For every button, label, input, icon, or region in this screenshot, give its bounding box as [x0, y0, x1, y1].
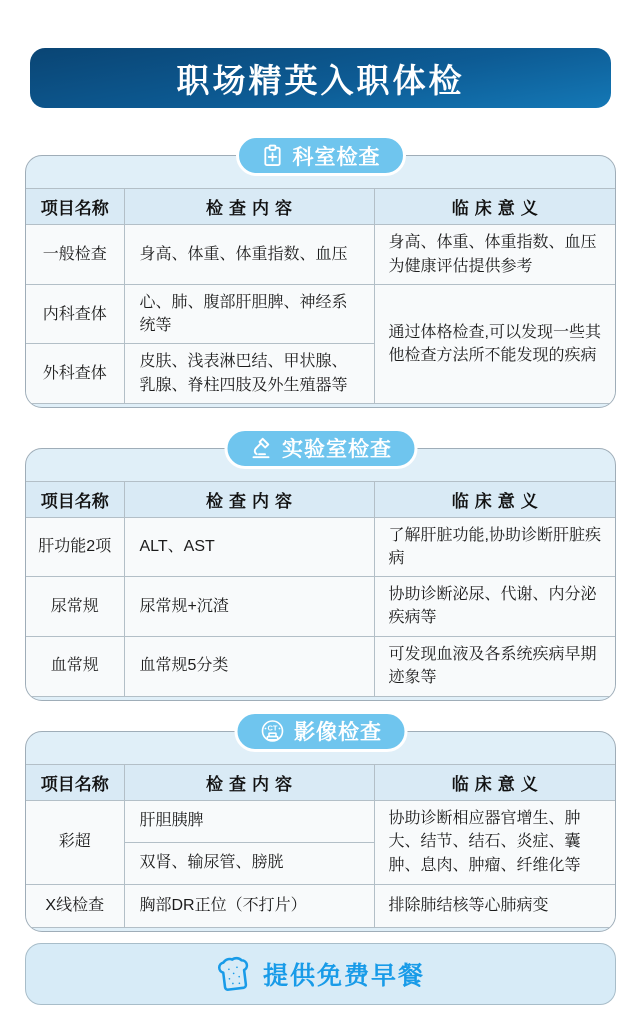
- exam-table-laboratory: [26, 481, 615, 697]
- exam-table-imaging: [26, 764, 615, 928]
- table-row: [26, 517, 615, 576]
- content-cell: 血常规5分类: [124, 636, 374, 696]
- table-row: [26, 800, 615, 842]
- section-pill-imaging: [234, 711, 407, 752]
- meaning-cell: 通过体格检查,可以发现一些其他检查方法所不能发现的疾病: [374, 285, 615, 404]
- section-laboratory-exam: [25, 438, 616, 701]
- item-name-cell: 内科查体: [26, 285, 124, 344]
- free-breakfast-label: 提供免费早餐: [262, 961, 425, 990]
- col-header-meaning: 临床意义: [374, 189, 615, 225]
- item-name-cell: 一般检查: [26, 225, 124, 285]
- col-header-meaning: 临床意义: [374, 764, 615, 800]
- section-pill-department: [236, 135, 406, 176]
- section-department-exam: [25, 145, 616, 408]
- ct-scan-icon: [259, 718, 285, 744]
- table-header-row: [26, 189, 615, 225]
- col-header-name: 项目名称: [26, 764, 124, 800]
- item-name-cell: 彩超: [26, 800, 124, 884]
- meaning-cell: 协助诊断相应器官增生、肿大、结节、结石、炎症、囊肿、息肉、肿瘤、纤维化等: [374, 800, 615, 884]
- item-name-cell: X线检查: [26, 884, 124, 927]
- svg-text:CT: CT: [267, 723, 277, 733]
- table-header-row: [26, 481, 615, 517]
- item-name-cell: 血常规: [26, 636, 124, 696]
- section-card: [25, 731, 616, 932]
- item-name-cell: 尿常规: [26, 577, 124, 636]
- section-pill-laboratory: [224, 428, 417, 469]
- meaning-cell: 可发现血液及各系统疾病早期迹象等: [374, 636, 615, 696]
- meaning-cell: 协助诊断泌尿、代谢、内分泌疾病等: [374, 577, 615, 636]
- content-cell: 身高、体重、体重指数、血压: [124, 225, 374, 285]
- bread-icon: [214, 953, 254, 993]
- content-cell: ALT、AST: [124, 517, 374, 576]
- section-card: [25, 448, 616, 701]
- col-header-name: 项目名称: [26, 189, 124, 225]
- content-cell: 尿常规+沉渣: [124, 577, 374, 636]
- content-cell: 肝胆胰脾: [124, 800, 374, 842]
- microscope-icon: [249, 436, 273, 460]
- section-label: 影像检查: [294, 721, 382, 744]
- col-header-name: 项目名称: [26, 481, 124, 517]
- content-cell: 胸部DR正位（不打片）: [124, 884, 374, 927]
- col-header-content: 检查内容: [124, 481, 374, 517]
- item-name-cell: 外科查体: [26, 344, 124, 403]
- free-breakfast-banner: [25, 943, 616, 1005]
- content-cell: 皮肤、浅表淋巴结、甲状腺、乳腺、脊柱四肢及外生殖器等: [124, 344, 374, 403]
- meaning-cell: 了解肝脏功能,协助诊断肝脏疾病: [374, 517, 615, 576]
- table-row: [26, 577, 615, 636]
- col-header-meaning: 临床意义: [374, 481, 615, 517]
- meaning-cell: 身高、体重、体重指数、血压 为健康评估提供参考: [374, 225, 615, 285]
- section-label: 实验室检查: [282, 438, 392, 462]
- col-header-content: 检查内容: [124, 189, 374, 225]
- exam-table-department: [26, 188, 615, 404]
- section-label: 科室检查: [292, 145, 381, 169]
- table-row: [26, 884, 615, 927]
- title-banner: [30, 48, 611, 108]
- table-row: [26, 285, 615, 344]
- content-cell: 心、肺、腹部肝胆脾、神经系统等: [124, 285, 374, 344]
- col-header-content: 检查内容: [124, 764, 374, 800]
- table-header-row: [26, 764, 615, 800]
- content-cell: 双肾、输尿管、膀胱: [124, 842, 374, 884]
- meaning-cell: 排除肺结核等心肺病变: [374, 884, 615, 927]
- table-row: [26, 636, 615, 696]
- table-row: [26, 225, 615, 285]
- section-card: [25, 155, 616, 408]
- section-imaging-exam: [25, 721, 616, 932]
- item-name-cell: 肝功能2项: [26, 517, 124, 576]
- clipboard-plus-icon: [261, 144, 284, 167]
- page-title: 职场精英入职体检: [176, 61, 465, 99]
